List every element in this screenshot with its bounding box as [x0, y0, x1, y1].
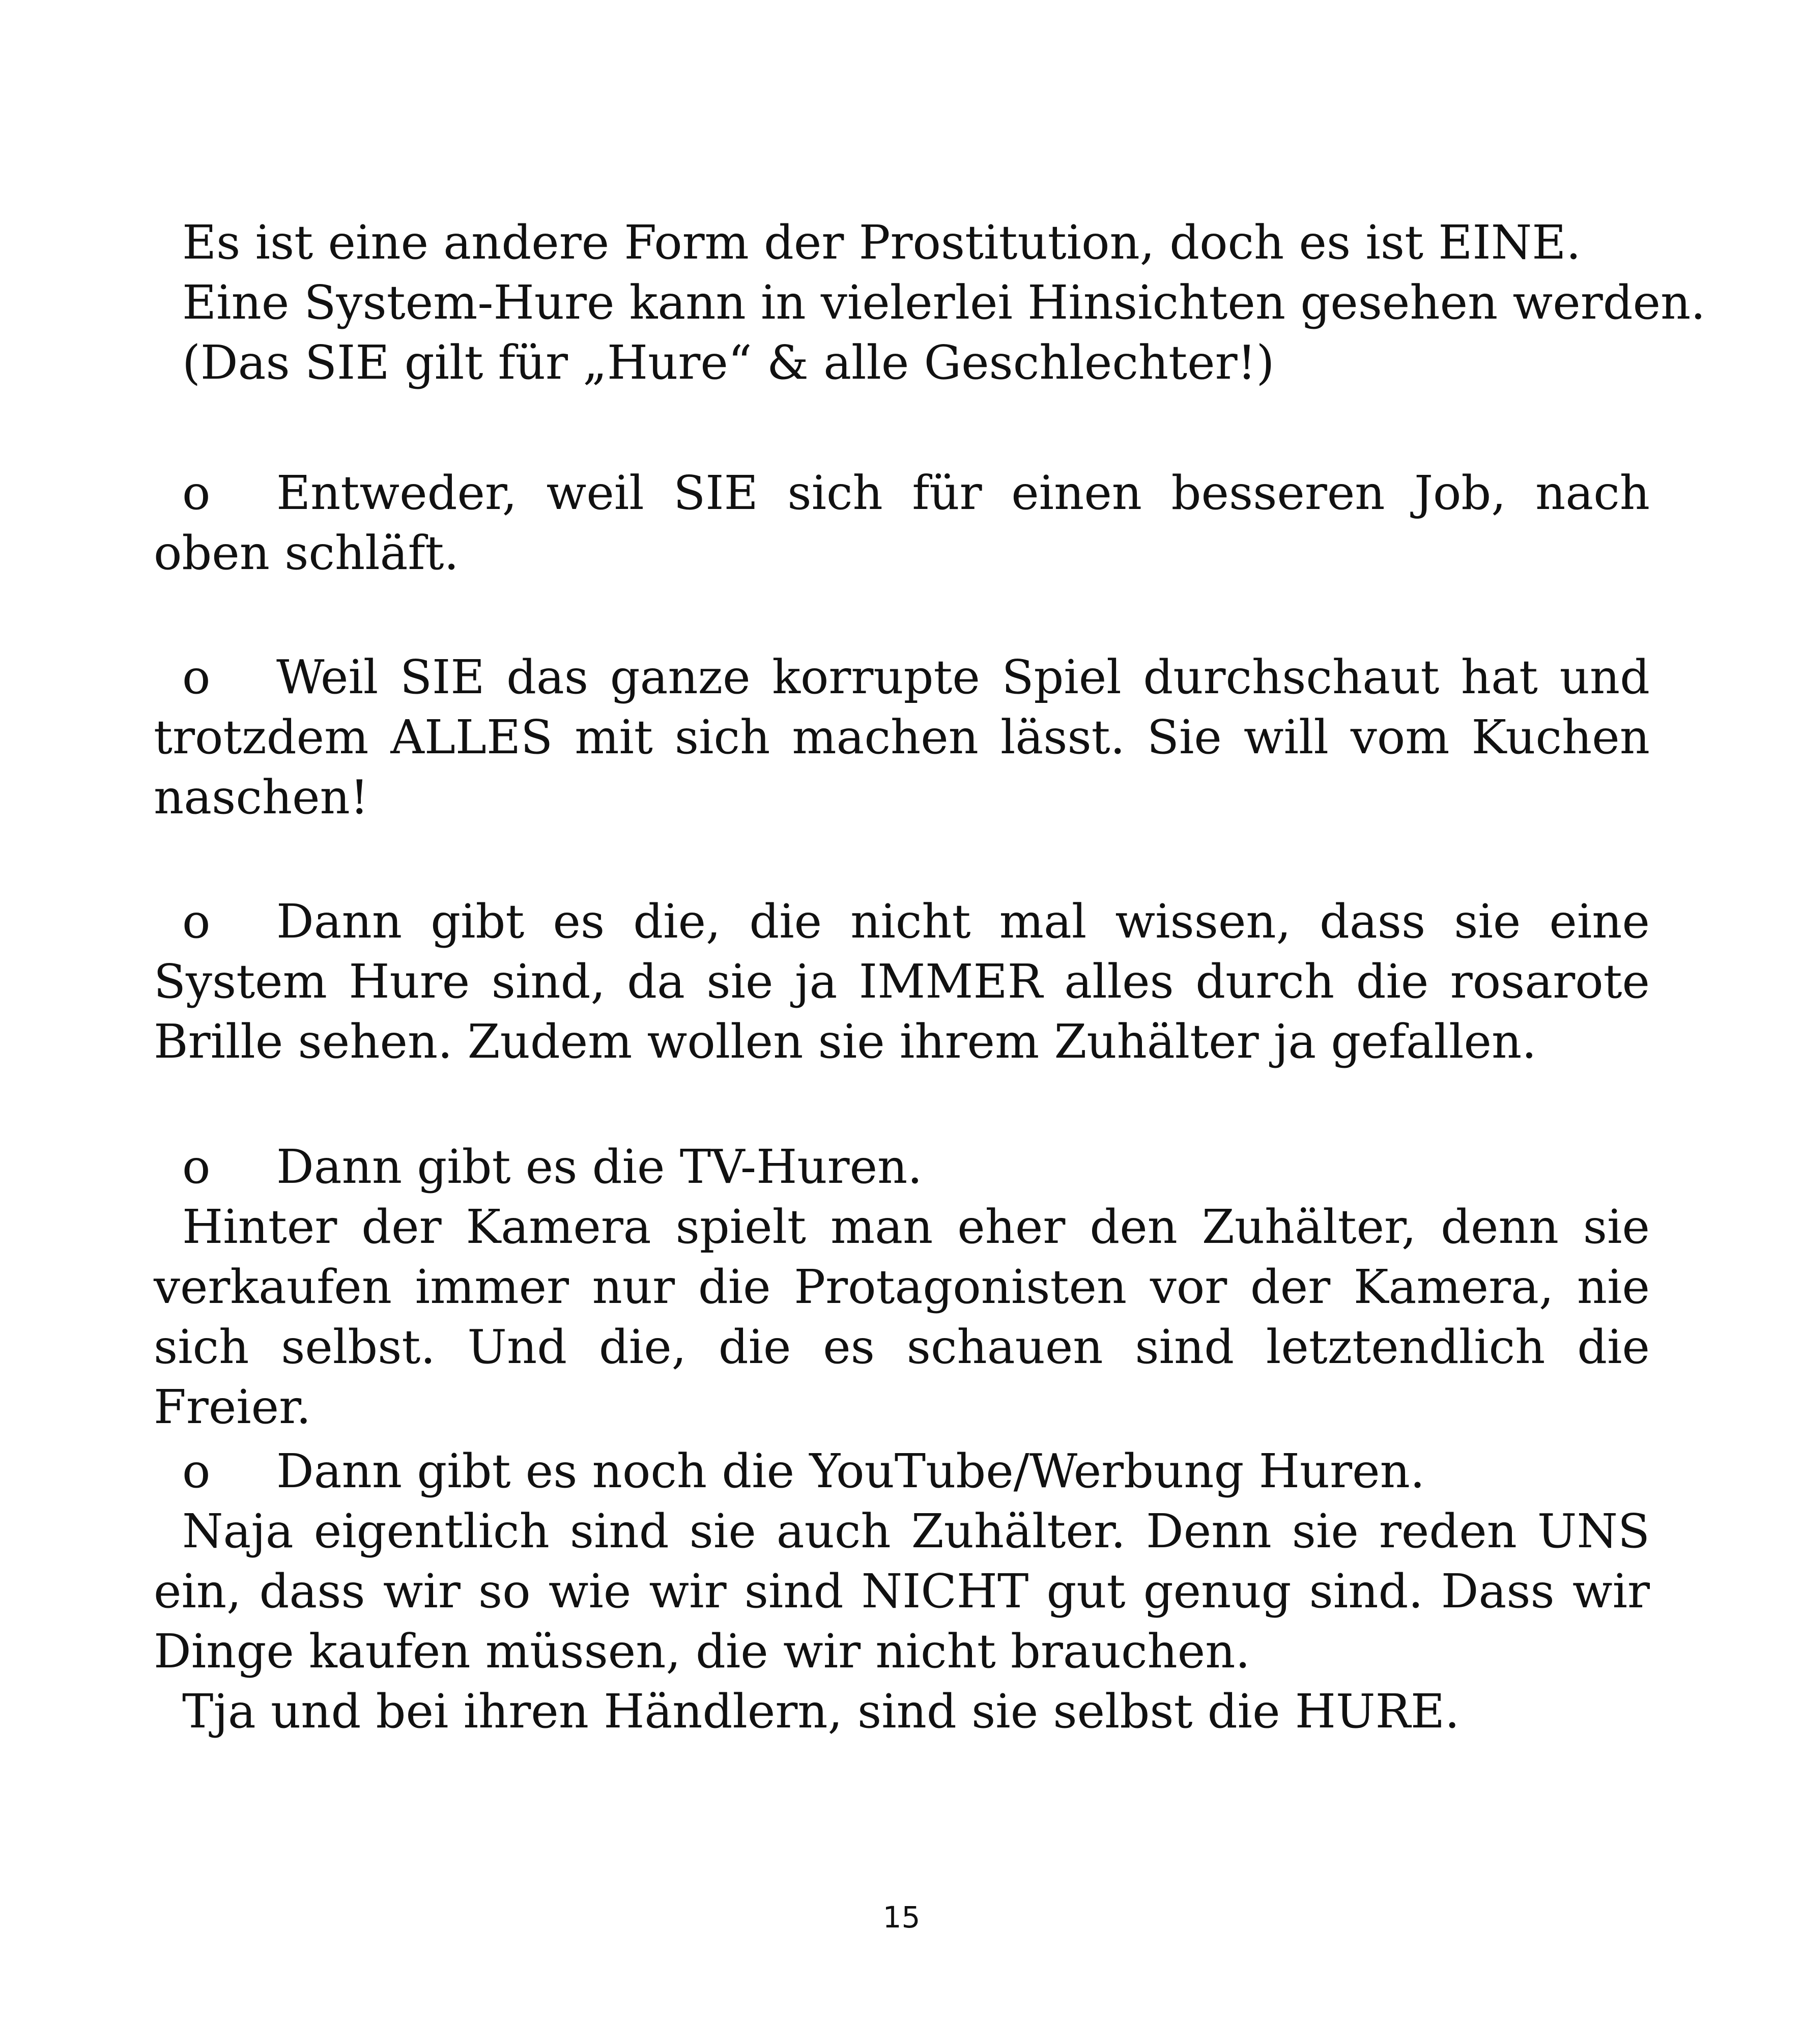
page-number: 15	[882, 1900, 921, 1935]
bullet-paragraph	[154, 463, 1650, 583]
continuation-paragraph: Hinter der Kamera spielt man eher den Zuhälter, denn sie verkaufen immer nur die Protagonisten vor der Kamera, nie sich selbst. Und die, die es schauen sind letztendlich die Freier.	[154, 1200, 1650, 1434]
bullet-text: Dann gibt es die, die nicht mal wissen, dass sie eine System Hure sind, da sie ja IMMER alles durch die rosarote Brille sehen. Zudem wollen sie ihrem Zuhälter ja gefallen.	[154, 894, 1650, 1069]
bullet-paragraph	[154, 1137, 1650, 1197]
bullet-marker: o	[182, 894, 211, 949]
bullet-text: Entweder, weil SIE sich für einen besseren Job, nach oben schläft.	[154, 466, 1650, 580]
bullet-text: Weil SIE das ganze korrupte Spiel durchschaut hat und trotzdem ALLES mit sich machen lässt. Sie will vom Kuchen naschen!	[154, 650, 1650, 825]
bullet-marker: o	[182, 650, 211, 704]
intro-line: (Das SIE gilt für „Hure“ & alle Geschlechter!)	[182, 335, 1275, 390]
bullet-paragraph	[154, 1441, 1650, 1501]
bullet-item	[154, 1441, 1650, 1742]
intro-line: Eine System-Hure kann in vielerlei Hinsichten gesehen werden.	[182, 275, 1706, 330]
bullet-paragraph	[154, 892, 1650, 1072]
continuation-paragraph: Naja eigentlich sind sie auch Zuhälter. Denn sie reden UNS ein, dass wir so wie wir sind NICHT gut genug sind. Dass wir Dinge kaufen müssen, die wir nicht brauchen.	[154, 1504, 1650, 1679]
continuation-paragraph: Tja und bei ihren Händlern, sind sie selbst die HURE.	[182, 1684, 1460, 1739]
bullet-item	[154, 463, 1650, 583]
bullet-text: Dann gibt es die TV-Huren.	[276, 1140, 923, 1194]
bullet-text: Dann gibt es noch die YouTube/Werbung Huren.	[276, 1444, 1425, 1498]
bullet-marker: o	[182, 1444, 211, 1498]
bullet-marker: o	[182, 1140, 211, 1194]
bullet-item	[154, 647, 1650, 828]
bullet-item	[154, 892, 1650, 1072]
intro-line: Es ist eine andere Form der Prostitution, doch es ist EINE.	[182, 215, 1581, 270]
bullet-item	[154, 1137, 1650, 1437]
intro-paragraph	[154, 213, 1706, 393]
bullet-paragraph	[154, 647, 1650, 828]
bullet-marker: o	[182, 466, 211, 520]
